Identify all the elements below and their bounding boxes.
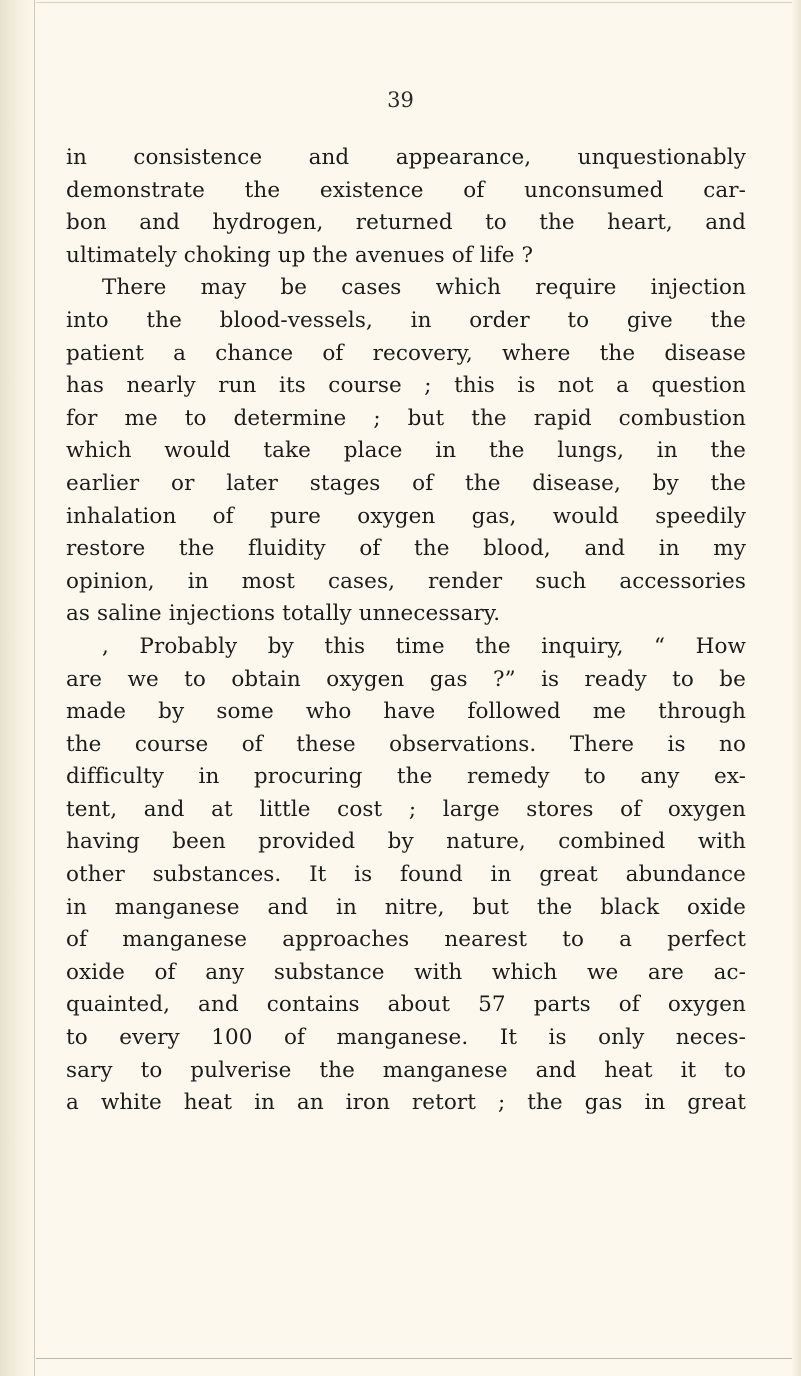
text-line: earlier or later stages of the disease, by the: [66, 470, 746, 496]
text-line: patient a chance of recovery, where the disease: [66, 340, 746, 366]
page-top-edge: [36, 2, 792, 3]
text-line: There may be cases which require injection: [102, 275, 746, 301]
text-line: restore the fluidity of the blood, and in my: [66, 536, 746, 562]
text-line: , Probably by this time the inquiry, “ How: [102, 633, 746, 659]
text-line: in manganese and in nitre, but the black oxide: [66, 894, 746, 920]
page-number: 39: [387, 88, 414, 112]
text-line: sary to pulverise the manganese and heat it to: [66, 1057, 746, 1083]
text-line: as saline injections totally unnecessary.: [66, 601, 501, 627]
text-line: which would take place in the lungs, in the: [66, 438, 746, 464]
text-line: difficulty in procuring the remedy to any ex-: [66, 764, 746, 790]
text-line: having been provided by nature, combined with: [66, 829, 746, 855]
text-line: are we to obtain oxygen gas ?” is ready to be: [66, 666, 746, 692]
text-line: bon and hydrogen, returned to the heart, and: [66, 210, 746, 236]
text-line: made by some who have followed me through: [66, 699, 746, 725]
text-line: oxide of any substance with which we are ac-: [66, 959, 746, 985]
binding-gutter: [0, 0, 36, 1376]
text-line: tent, and at little cost ; large stores of oxygen: [66, 796, 746, 822]
text-line: to every 100 of manganese. It is only neces-: [66, 1025, 746, 1051]
text-line: for me to determine ; but the rapid combustion: [66, 405, 746, 431]
text-line: has nearly run its course ; this is not a question: [66, 373, 746, 399]
text-line: in consistence and appearance, unquestionably: [66, 145, 746, 170]
text-line: inhalation of pure oxygen gas, would speedily: [66, 503, 746, 529]
text-line: a white heat in an iron retort ; the gas in great: [66, 1090, 746, 1116]
binding-edge-line: [34, 0, 35, 1376]
text-line: of manganese approaches nearest to a perfect: [66, 927, 746, 953]
text-line: the course of these observations. There is no: [66, 731, 746, 757]
text-line: other substances. It is found in great abundance: [66, 862, 746, 888]
text-line: quainted, and contains about 57 parts of oxygen: [66, 992, 746, 1018]
text-line: into the blood-vessels, in order to give the: [66, 307, 746, 333]
page-right-edge: [791, 0, 801, 1376]
text-line: demonstrate the existence of unconsumed car-: [66, 177, 746, 203]
page-bottom-edge: [36, 1358, 792, 1359]
text-line: ultimately choking up the avenues of life ?: [66, 242, 534, 268]
text-line: opinion, in most cases, render such accessories: [66, 568, 746, 594]
body-text: [66, 142, 746, 1120]
